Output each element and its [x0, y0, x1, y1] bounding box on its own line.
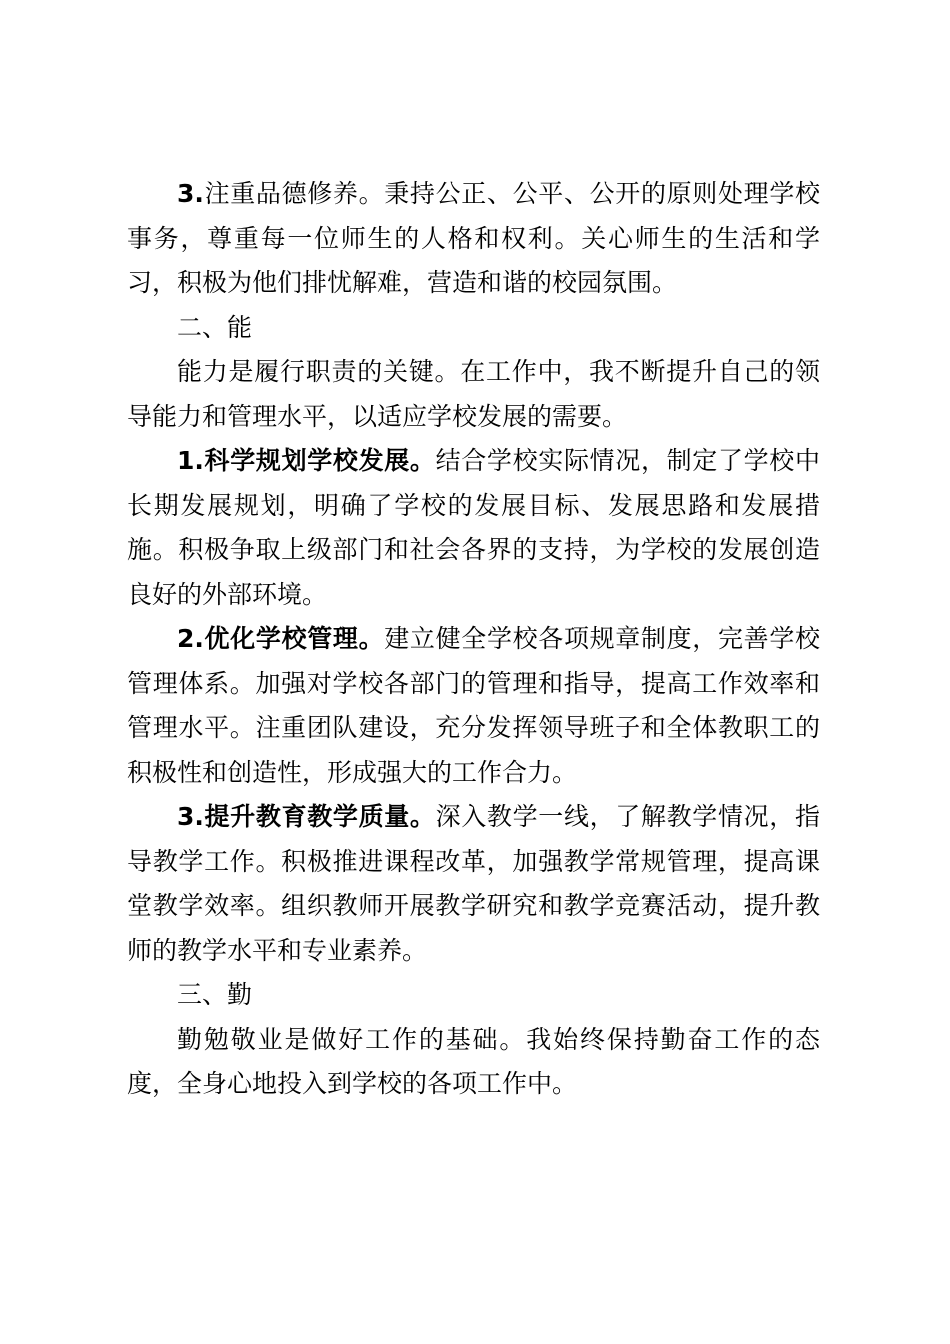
- paragraph-text: 深入教学一线，了解教学情况，指导教学工作。积极推进课程改革，加强教学常规管理，提高课堂教学效率。组织教师开展教学研究和教学竞赛活动，提升教师的教学水平和专业素养。: [127, 802, 820, 965]
- paragraph-text: 建立健全学校各项规章制度，完善学校管理体系。加强对学校各部门的管理和指导，提高工作效率和管理水平。注重团队建设，充分发挥领导班子和全体教职工的积极性和创造性，形成强大的工作合力。: [127, 624, 820, 787]
- paragraph-text: 勤勉敬业是做好工作的基础。我始终保持勤奋工作的态度，全身心地投入到学校的各项工作中。: [127, 1024, 820, 1098]
- paragraph-lead: 1.科学规划学校发展。: [177, 446, 436, 475]
- paragraph-text: 结合学校实际情况，制定了学校中长期发展规划，明确了学校的发展目标、发展思路和发展措施。积极争取上级部门和社会各界的支持，为学校的发展创造良好的外部环境。: [127, 446, 820, 609]
- paragraph-lead: 3.: [177, 179, 204, 208]
- paragraph-item-moral-cultivation: [127, 172, 820, 306]
- paragraph-item-school-planning: [127, 439, 820, 617]
- paragraph-text: 能力是履行职责的关键。在工作中，我不断提升自己的领导能力和管理水平，以适应学校发展的需要。: [127, 357, 820, 431]
- document-body: [127, 172, 820, 1107]
- paragraph-ability-intro: [127, 350, 820, 439]
- heading-text: 三、勤: [177, 980, 253, 1009]
- paragraph-item-teaching-quality: [127, 795, 820, 973]
- section-heading-ability: [127, 306, 820, 351]
- heading-text: 二、能: [177, 312, 253, 342]
- paragraph-text: 注重品德修养。秉持公正、公平、公开的原则处理学校事务，尊重每一位师生的人格和权利。关心师生的生活和学习，积极为他们排忧解难，营造和谐的校园氛围。: [127, 179, 820, 297]
- paragraph-lead: 2.优化学校管理。: [177, 624, 385, 653]
- section-heading-diligence: [127, 973, 820, 1018]
- paragraph-diligence-intro: [127, 1018, 820, 1107]
- paragraph-item-school-management: [127, 617, 820, 795]
- paragraph-lead: 3.提升教育教学质量。: [177, 802, 436, 831]
